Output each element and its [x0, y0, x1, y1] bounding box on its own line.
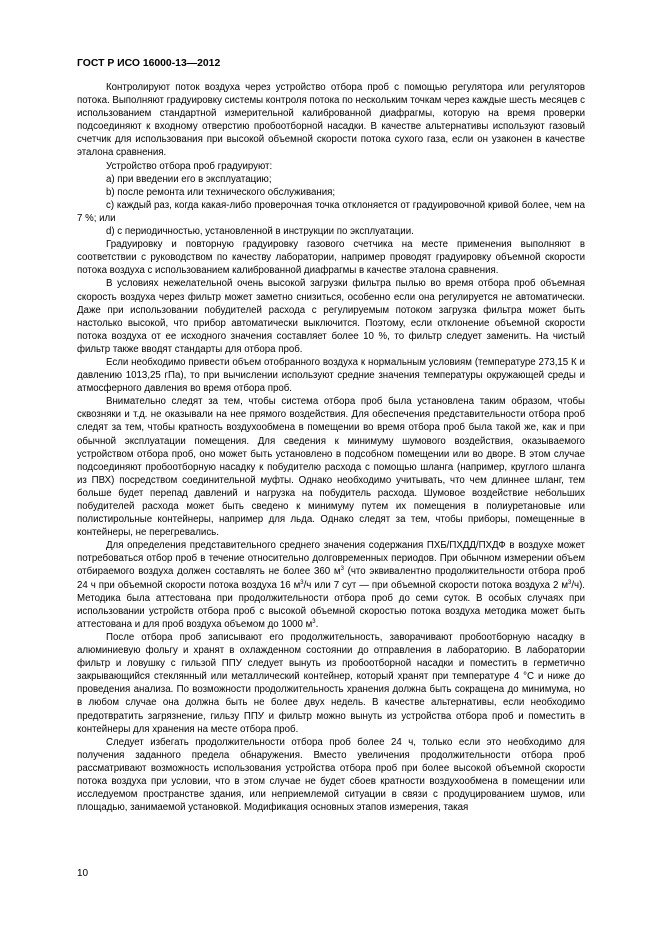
text-segment: /ч или 7 сут — при объемной скорости потока воздуха 2 м: [303, 579, 568, 591]
paragraph: Внимательно следят за тем, чтобы система отбора проб была установлена таким образом, чтобы сквозняки и т.д. не оказывали на нее прямого воздействия. Для обеспечения представительности отбора проб следят за тем, чтобы кратность воздухообмена в помещении во время отбора проб была такой же, как и при обычной эксплуатации помещения. Для сведения к минимуму шумового воздействия, оказываемого устройством отбора проб, оно может быть установлено в подсобном помещении или во дворе. В этом случае подсоединяют пробоотборную насадку к побудителю расхода с помощью шланга (например, круглого шланга из ПВХ) посредством соединительной муфты. Однако необходимо учитывать, что чем длиннее шланг, тем больше будет перепад давлений и нагрузка на побудитель расхода. Шумовое воздействие небольших побудителей расхода может быть сведено к минимуму путем их помещения в полиуретановые или полистирольные контейнеры, например для льда. Однако следят за тем, чтобы приборы, помещенные в контейнеры, не перегревались.: [77, 396, 585, 539]
paragraph: После отбора проб записывают его продолжительность, заворачивают пробоотборную насадку в алюминиевую фольгу и хранят в охлажденном состоянии до отправления в лабораторию. В лаборатории фильтр и ловушку с гильзой ППУ следует вынуть из пробоотборной насадки и поместить в герметично закрывающийся стеклянный или металлический контейнер, который хранят при температуре 4 °С и ниже до проведения анализа. По возможности продолжительность хранения должна быть сокращена до минимума, но в любом случае она должна быть не более двух недель. В качестве альтернативы, если необходимо предотвратить загрязнение, гильзу ППУ и фильтр можно вынуть из устройства отбора проб и поместить в контейнеры для хранения на месте отбора проб.: [77, 631, 585, 735]
list-item: b) после ремонта или технического обслуживания;: [106, 186, 336, 198]
list-item: d) с периодичностью, установленной в инструкции по эксплуатации.: [106, 226, 414, 238]
text-segment: .: [315, 618, 319, 630]
text-segment: Для определения представительного среднего значения содержания ПХБ/ПХДД/ПХДФ в воздухе может потребоваться отбор проб в течение относительно долговременных периодов. При обычном измерении объем отбираемого воздуха должен составлять не более 360 м: [77, 540, 585, 578]
superscript: 3: [300, 579, 304, 586]
paragraph: Устройство отбора проб градуируют:: [106, 160, 273, 172]
superscript: 3: [568, 579, 572, 586]
paragraph: Градуировку и повторную градуировку газового счетчика на месте применения выполняют в соответствии с руководством по качеству лаборатории, например проводят градуировку объемной скорости потока воздуха с использованием калиброванной диафрагмы в качестве эталона сравнения.: [77, 239, 585, 277]
text-segment: (что эквивалентно продолжительности отбора проб 24 ч при объемной скорости потока воздуха 16 м: [77, 566, 585, 591]
document-header: ГОСТ Р ИСО 16000-13—2012: [77, 58, 221, 69]
list-item: c) каждый раз, когда какая-либо проверочная точка отклоняется от градуировочной кривой более, чем на 7 %; или: [77, 199, 585, 224]
paragraph: Если необходимо привести объем отобранного воздуха к нормальным условиям (температуре 273,15 К и давлению 1013,25 гПа), то при вычислении используют средние значения температуры окружающей среды и атмосферного давления во время отбора проб.: [77, 356, 585, 395]
paragraph: В условиях нежелательной очень высокой загрузки фильтра пылью во время отбора проб объемная скорость воздуха через фильтр может заметно снизиться, особенно если она регулируется не автоматически. Даже при использовании побудителей расхода с регулируемым потоком загрузка фильтра может быть настолько высокой, что прибор автоматически выключится. Поэтому, если отклонение объемной скорости потока воздуха от ее исходного значения составляет более 10 %, то фильтр следует заменить. На чистый фильтр также вводят стандарты для отбора проб.: [77, 278, 585, 355]
paragraph: Следует избегать продолжительности отбора проб более 24 ч, только если это необходимо для получения заданного предела обнаружения. Вместо увеличения продолжительности отбора проб рассматривают возможность использования устройства отбора проб при более высокой объемной скорости потока воздуха при условии, что в этом случае не будет сбоев кратности воздухообмена в помещении или исследуемом пространстве здания, или неприемлемой ситуации в связи с продуцированием шумов, или площадью, занимаемой установкой. Модификация основных этапов измерения, такая: [77, 736, 585, 814]
superscript: 3: [340, 566, 344, 573]
paragraph: Контролируют поток воздуха через устройство отбора проб с помощью регулятора или регуляторов потока. Выполняют градуировку системы контроля потока по нескольким точкам через каждые шесть месяцев с использованием стандартной измерительной калиброванной диафрагмы, которую на время проверки подсоединяют к входному отверстию пробоотборной насадки. В качестве альтернативы используют газовый счетчик для использования при высокой объемной скорости потока сухого газа, если он узаконен в качестве эталона сравнения.: [77, 82, 585, 159]
paragraph-volume: [77, 539, 585, 631]
superscript: 3: [312, 618, 316, 625]
document-body: [77, 81, 585, 814]
list-item: а) при введении его в эксплуатацию;: [106, 173, 272, 185]
text-segment: /ч). Методика была аттестована при продолжительности отбора проб до семи суток. В особых случаях при использовании устройств отбора проб с высокой объемной скоростью потока воздуха методика может быть аттестована и для проб воздуха объемом до 1000 м: [77, 579, 585, 630]
page-number: 10: [77, 868, 89, 879]
